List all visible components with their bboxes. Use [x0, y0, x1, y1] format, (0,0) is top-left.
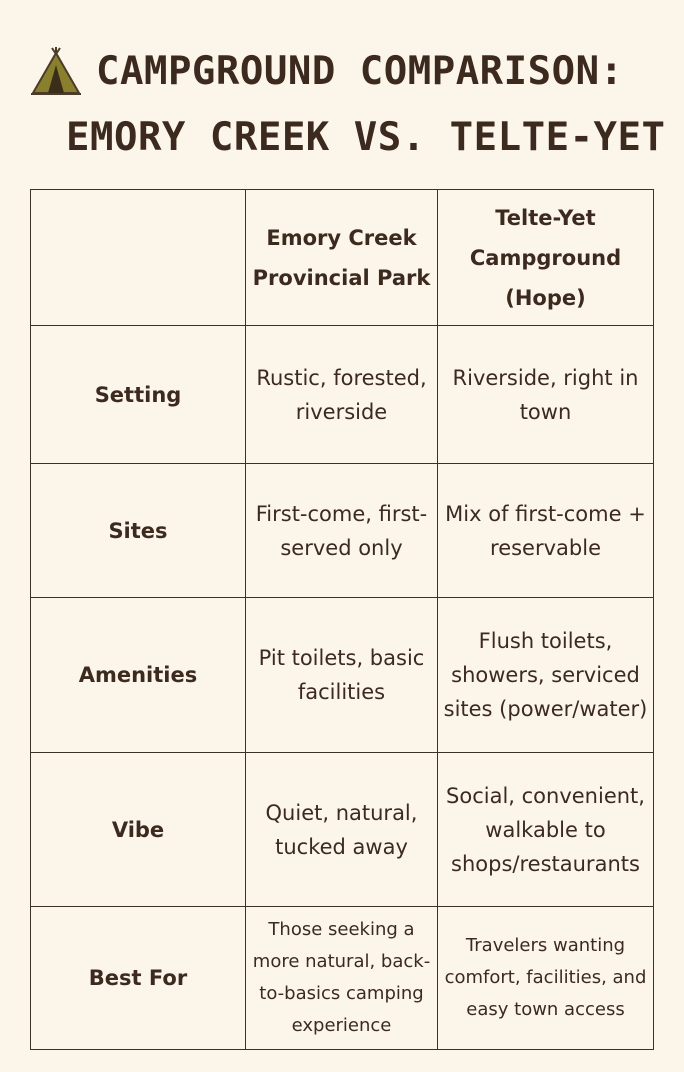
page-title	[30, 38, 670, 170]
row-label-best-for: Best For	[31, 907, 246, 1050]
cell-emory-sites: First-come, first-served only	[246, 464, 438, 598]
cell-emory-best-for: Those seeking a more natural, back-to-basics camping experience	[246, 907, 438, 1050]
title-line-2	[30, 104, 670, 170]
table-header-row	[31, 190, 654, 326]
column-header-telte: Telte-Yet Campground (Hope)	[438, 190, 654, 326]
row-label-setting: Setting	[31, 326, 246, 464]
cell-telte-vibe: Social, convenient, walkable to shops/restaurants	[438, 753, 654, 907]
table-row	[31, 753, 654, 907]
cell-telte-best-for: Travelers wanting comfort, facilities, and easy town access	[438, 907, 654, 1050]
row-label-vibe: Vibe	[31, 753, 246, 907]
row-label-sites: Sites	[31, 464, 246, 598]
row-label-amenities: Amenities	[31, 598, 246, 753]
table-row	[31, 598, 654, 753]
tent-icon	[30, 45, 82, 97]
cell-telte-amenities: Flush toilets, showers, serviced sites (power/water)	[438, 598, 654, 753]
column-header-emory: Emory Creek Provincial Park	[246, 190, 438, 326]
cell-emory-vibe: Quiet, natural, tucked away	[246, 753, 438, 907]
table-row	[31, 464, 654, 598]
cell-telte-setting: Riverside, right in town	[438, 326, 654, 464]
table-row	[31, 907, 654, 1050]
title-line-1	[30, 38, 670, 104]
title-text-line-1: CAMPGROUND COMPARISON:	[96, 48, 624, 94]
comparison-table	[30, 189, 654, 1050]
cell-emory-amenities: Pit toilets, basic facilities	[246, 598, 438, 753]
cell-emory-setting: Rustic, forested, riverside	[246, 326, 438, 464]
cell-telte-sites: Mix of first-come + reservable	[438, 464, 654, 598]
corner-cell	[31, 190, 246, 326]
table-row	[31, 326, 654, 464]
title-text-line-2: EMORY CREEK VS. TELTE-YET	[66, 114, 666, 160]
